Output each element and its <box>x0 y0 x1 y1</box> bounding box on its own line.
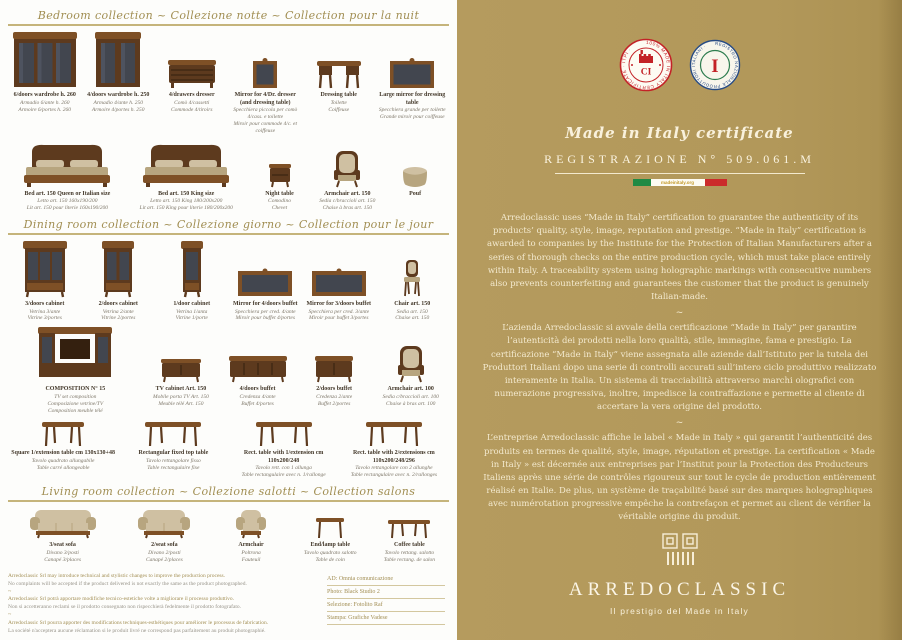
disclaimer-separator: ~ <box>8 588 12 595</box>
product-name-translation: Specchiera per cred. 4/ante <box>234 308 296 315</box>
product-name-translation: Chaise à bras art. 100 <box>386 400 436 407</box>
product-name: 2/seat sofa <box>151 542 178 549</box>
product-name: COMPOSITION N° 15 <box>45 386 106 393</box>
disclaimers <box>8 573 317 636</box>
disclaimer-line: Non si accetteranno reclami se il prodotto consegnato non rispecchierà fedelmente il prodotto fotografato. <box>8 604 242 611</box>
product-card <box>8 31 82 113</box>
product-name-translation: Tavolo rettangolare con 2 allunghe <box>355 465 433 472</box>
product-name-translation: Table rectang. de salon <box>383 556 436 563</box>
product-card <box>82 240 156 322</box>
product-name-translation: Divano 2/posti <box>148 549 181 556</box>
product-card <box>381 140 449 199</box>
product-caption <box>146 542 183 563</box>
product-name-translation: Poltrona <box>241 549 261 556</box>
credit-line: Stampa: Grafiche Vadese <box>327 612 445 625</box>
product-name: 2/doors buffet <box>316 386 353 393</box>
certificate-title: Made in Italy certificate <box>565 124 794 142</box>
product-caption <box>169 92 215 113</box>
product-name-translation: Miroir pour commode 4/c. et coiffeuse <box>233 120 297 134</box>
product-row <box>8 419 449 479</box>
certificate-paragraph-en: Arredoclassic uses “Made in Italy” certification to guarantee the authenticity of its products’ quality, style, image, reputation and prestige. “Made in Italy” certification is awarded to companies by the Institute for the Protection of Italian Manufacturers after a series of thorough checks on the entire production cycle, which must take place entirely within Italy. A traceability system using holographic markings with consecutive numbers also prevents counterfeiting and guarantees the customer that the product is genuinely Italian-made. <box>487 213 872 303</box>
flag-green <box>633 179 651 186</box>
product-caption <box>153 386 209 407</box>
product-caption <box>25 191 111 212</box>
product-image <box>374 327 447 383</box>
product-image <box>298 327 371 383</box>
product-row <box>8 240 449 322</box>
certificate-panel <box>457 0 902 640</box>
svg-text:100% MADE IN ITALY CERTIFICATE: 100% MADE IN ITALY CERTIFICATE · ITPI · <box>620 39 671 91</box>
double-rule <box>8 24 449 26</box>
disclaimer-separator: ~ <box>8 612 12 619</box>
product-name: Bed art. 150 Queen or Italian size <box>24 190 111 197</box>
product-card <box>296 327 373 407</box>
product-name-translation: Mobile porta TV Art. 150 <box>153 393 209 400</box>
product-card <box>313 140 381 212</box>
product-name-translation: Sedia c/braccioli art. 150 <box>319 198 376 205</box>
product-name-translation: Letto art. 150 King 180/200x200 <box>150 198 223 205</box>
product-name: Armchair art. 150 <box>324 190 371 197</box>
registration-number: REGISTRAZIONE N° 509.061.M <box>544 152 815 166</box>
product-name: Rectangular fixed top table <box>138 450 209 457</box>
product-image <box>10 240 80 298</box>
product-name-translation: Tavolo quadrato salotto <box>303 549 357 556</box>
product-image <box>221 327 294 383</box>
svg-text:I: I <box>710 56 719 77</box>
product-card <box>372 327 449 407</box>
product-name-translation: Credenza 2/ante <box>316 393 353 400</box>
product-row <box>8 140 449 212</box>
product-caption <box>44 542 81 563</box>
product-image <box>304 31 374 89</box>
product-name: Armchair <box>238 542 264 549</box>
product-name-translation: TV set composition <box>54 393 97 400</box>
product-name: 3/doors cabinet <box>25 301 65 308</box>
product-card <box>291 507 370 563</box>
product-name-translation: Vitrine 3/portes <box>27 315 62 322</box>
certificate-paragraph-fr: L’entreprise Arredoclassic affiche le label « Made in Italy » qui garantit l’authenticité des produits en termes de qualité, style, image, réputation et prestige. La certification « Made in Italy » est décernée aux entreprises par l’Institut pour la Protection des Producteurs Italiens après une série de contrôles rigoureux sur tout le cycle de production entièrement réalisé en Italie. De plus, un système de traçabilité basé sur des marques holographiques avec numérotation progressive empêche la contrefaçon et permet au client de vérifier la véritable origine du produit. <box>483 433 876 523</box>
product-image <box>129 140 244 188</box>
product-card <box>8 327 143 414</box>
product-name: Night table <box>265 190 294 197</box>
product-name-translation: Armadio 6/ante h. 260 <box>19 99 70 106</box>
product-name: Pouf <box>409 190 422 197</box>
product-name-translation: Buffet 4/portes <box>241 400 274 407</box>
product-card <box>143 327 220 407</box>
product-card <box>127 140 246 212</box>
product-caption <box>378 92 448 121</box>
product-name: 2/doors cabinet <box>98 301 138 308</box>
product-image <box>378 240 448 298</box>
product-caption <box>383 386 439 407</box>
product-image <box>231 240 301 298</box>
product-image <box>10 140 125 188</box>
product-caption <box>238 542 263 563</box>
product-name-translation: Letto art. 150 160x190/200 <box>37 198 98 205</box>
made-in-italy-flag-banner <box>633 179 727 186</box>
production-credits <box>327 573 449 636</box>
product-image <box>231 31 301 89</box>
product-image <box>84 240 154 298</box>
product-name: 4/drawers dresser <box>168 92 215 99</box>
product-name-translation: Lit art. 150 pour literie 160x190/200 <box>26 205 109 212</box>
product-caption <box>99 301 138 322</box>
product-name-translation: Vetrina 1/anta <box>176 308 208 315</box>
product-caption <box>45 386 105 414</box>
product-image <box>10 31 80 89</box>
product-caption <box>14 92 76 113</box>
product-name-translation: Composizione vetrine/TV <box>47 400 104 407</box>
product-name-translation: Table rectangulaire avec n. 1/rallonge <box>241 472 326 479</box>
product-name-translation: Table rectangulaire fixe <box>147 464 200 471</box>
product-image <box>293 507 368 539</box>
product-caption <box>316 386 352 407</box>
product-name-translation: Coiffeuse <box>328 106 350 113</box>
product-caption <box>231 92 301 135</box>
product-image <box>120 419 226 447</box>
product-name-translation: Credenza 4/ante <box>239 393 276 400</box>
product-name-translation: Specchiera per cred. 3/ante <box>308 308 370 315</box>
itpi-registry-seal-icon <box>689 39 741 95</box>
section-header-bedroom: Bedroom collection ~ Collezione notte ~ Collection pour la nuit <box>37 9 420 22</box>
product-image <box>315 140 379 188</box>
product-name-translation: Specchiera piccola per comò <box>233 107 298 114</box>
product-caption <box>140 191 233 212</box>
product-image <box>304 240 374 298</box>
product-name: Chair art. 150 <box>394 301 431 308</box>
product-card <box>246 140 314 212</box>
product-name-translation: Chaise à bras art. 150 <box>322 205 372 212</box>
product-name-translation: Vetrina 3/ante <box>29 308 61 315</box>
product-name: End/lamp table <box>310 542 350 549</box>
product-image <box>157 31 227 89</box>
logo-wordmark: ARREDOCLASSIC <box>568 579 791 600</box>
product-caption <box>384 542 435 563</box>
product-card <box>302 240 376 322</box>
product-card <box>155 31 229 113</box>
product-name-translation: Divano 3/posti <box>46 549 79 556</box>
paragraph-separator: ~ <box>675 308 684 319</box>
product-caption <box>409 191 421 199</box>
product-name: 1/door cabinet <box>173 301 211 308</box>
svg-text:CI: CI <box>640 67 651 78</box>
product-card <box>219 327 296 407</box>
product-card <box>118 419 228 471</box>
product-name-translation: Chaise art. 150 <box>395 315 430 322</box>
product-name: Rect. table with 1/extension cm 110x200/248 <box>243 450 324 464</box>
svg-text:REGISTRO NAZIONALE PRODUTTORI: REGISTRO NAZIONALE PRODUTTORI ITALIANI · <box>690 40 739 90</box>
product-caption <box>87 92 149 113</box>
product-caption <box>341 450 447 479</box>
product-image <box>378 31 448 89</box>
product-name-translation: Buffet 2/portes <box>317 400 351 407</box>
product-card <box>155 240 229 322</box>
product-image <box>10 419 116 447</box>
product-name: Mirror for 3/doors buffet <box>306 301 371 308</box>
product-name-translation: Armadio 4/ante h. 250 <box>93 99 143 106</box>
product-card <box>229 240 303 322</box>
product-name-translation: Table carré allongeable <box>36 464 90 471</box>
product-name-translation: Grande miroir pour coiffeuse <box>379 114 445 121</box>
product-name-translation: Miroir pour buffet 4/portes <box>235 315 296 322</box>
product-name: TV cabinet Art. 150 <box>155 386 207 393</box>
product-name-translation: Specchiera grande per toilette <box>378 107 446 114</box>
product-caption <box>139 450 209 471</box>
product-name-translation: Composition meuble télé <box>47 407 103 414</box>
product-card <box>339 419 449 479</box>
product-name-translation: Table de coin <box>315 556 345 563</box>
product-caption <box>233 301 298 322</box>
product-caption <box>240 386 276 407</box>
product-name: Large mirror for dressing table <box>379 92 446 106</box>
product-name-translation: Tavolo rett. con 1 allunga <box>255 465 312 472</box>
certificate-paragraph-it: L’azienda Arredoclassic si avvale della certificazione “Made in Italy” per garantire l’autenticità dei prodotti nella loro qualità, stile, immagine, fama e prestigio. La certificazione “Made in Italy” viene assegnata alle aziende dall’Istituto per la tutela dei Produttori Italiani dopo una serie di controlli accurati sull’intero ciclo produttivo realizzato interamente in Italia. Un sistema di tracciabilità attraverso marchi olografici con numerazione progressiva, inoltre, impedisce la contraffazione e permette al cliente di accertare la vera origine del prodotto. <box>482 323 877 413</box>
section-header-dining: Dining room collection ~ Collezione giorno ~ Collection pour le jour <box>23 217 434 231</box>
product-row <box>8 31 449 135</box>
product-caption <box>321 92 357 113</box>
product-card <box>8 419 118 471</box>
product-name-translation: Armoire 6/portes h. 260 <box>18 106 72 113</box>
product-name-translation: Tavolo rettang. salotto <box>384 549 435 556</box>
product-name: 4/doors buffet <box>239 386 276 393</box>
product-name-translation: Vetrina 2/ante <box>102 308 134 315</box>
logo-tagline: Il prestigio del Made in Italy <box>610 606 749 616</box>
product-name: 4/doors wardrobe h. 250 <box>87 92 150 99</box>
product-name: 3/seat sofa <box>49 542 76 549</box>
product-name-translation: Toilette <box>330 99 347 106</box>
product-name: Bed art. 150 King size <box>158 190 215 197</box>
catalog-footer <box>8 567 449 636</box>
product-name-translation: Lit art. 150 King pour literie 180/200x200 <box>139 205 233 212</box>
arredoclassic-logo <box>569 533 790 616</box>
product-image <box>248 140 312 188</box>
made-in-italy-org-label: madeinitaly.org <box>651 179 705 186</box>
product-card <box>8 240 82 322</box>
product-name-translation: Canapé 2/places <box>145 556 183 563</box>
product-name-translation: Commode 4/tiroirs <box>170 106 213 113</box>
product-name-translation: Meuble télé Art. 150 <box>158 400 204 407</box>
product-row <box>8 327 449 414</box>
product-card <box>229 419 339 479</box>
disclaimer-line: Arredoclassic Srl may introduce technical and stylistic changes to improve the production process. <box>8 572 226 579</box>
product-name-translation: Tavolo rettangolare fisso <box>146 457 201 464</box>
product-name: Dressing table <box>320 92 357 99</box>
product-image <box>341 419 447 447</box>
product-name-translation: Comò 4/cassetti <box>174 99 210 106</box>
product-card <box>370 507 449 563</box>
product-name-translation: Miroir pour buffet 3/portes <box>308 315 369 322</box>
product-caption <box>231 450 337 479</box>
product-image <box>231 419 337 447</box>
disclaimer-line: Arredoclassic Srl pourra apporter des modifications techniques-esthétiques pour améliorer le processus de fabrication. <box>8 620 269 627</box>
product-card <box>229 31 303 135</box>
product-name-translation: Vitrine 1/porte <box>175 315 208 322</box>
credit-line: Selezione: Fotolito Raf <box>327 599 445 612</box>
product-image <box>10 507 115 539</box>
product-image <box>372 507 447 539</box>
product-card <box>211 507 290 563</box>
double-rule <box>8 233 449 235</box>
paragraph-separator: ~ <box>675 418 684 429</box>
product-name-translation: Canapé 3/places <box>44 556 82 563</box>
product-name-translation: Sedia c/braccioli art. 100 <box>382 393 439 400</box>
product-caption <box>394 301 430 322</box>
product-name: Armchair art. 100 <box>387 386 434 393</box>
product-name: Square 1/extension table cm 130x130+48 <box>11 450 115 457</box>
product-name-translation: Armoire 4/portes h. 250 <box>91 106 145 113</box>
product-card <box>82 31 156 113</box>
disclaimer-line: Arredoclassic Srl potrà apportare modifiche tecnico-estetiche volte a migliorare il processo produttivo. <box>8 596 235 603</box>
credit-line: Photo: Black Studio 2 <box>327 586 445 599</box>
product-caption <box>11 450 115 471</box>
product-image <box>157 240 227 298</box>
product-caption <box>304 542 357 563</box>
column-capital-logo-icon <box>657 552 703 571</box>
product-name: Mirror for 4/Dr. dresser (and dressing table) <box>234 92 296 106</box>
certificate-paragraphs <box>482 212 878 525</box>
product-card <box>8 140 127 212</box>
credit-line: AD: Omnia comunicazione <box>327 573 445 586</box>
product-name: Rect. table with 2/extensions cm 110x200/248/296 <box>352 450 435 464</box>
product-caption <box>307 301 372 322</box>
product-name-translation: Fauteuil <box>241 556 261 563</box>
product-row <box>8 507 449 563</box>
product-caption <box>173 301 210 322</box>
product-image <box>145 327 218 383</box>
product-image <box>383 140 447 188</box>
certificate-seals <box>619 38 741 96</box>
made-in-italy-seal-icon <box>619 38 673 96</box>
product-caption <box>25 301 64 322</box>
product-card <box>376 240 450 322</box>
product-name-translation: Sedia art. 150 <box>396 308 428 315</box>
product-image <box>119 507 209 539</box>
registration-rule <box>555 173 805 174</box>
product-caption <box>319 191 375 212</box>
product-card <box>376 31 450 121</box>
product-name-translation: Chevet <box>271 205 288 212</box>
product-name-translation: 4/cass. e toilette <box>247 114 284 121</box>
product-card <box>117 507 211 563</box>
product-name: Mirror for 4/doors buffet <box>233 301 298 308</box>
disclaimer-line: La société n'acceptera aucune réclamation si le produit livré ne correspond pas parfaitement au produit photographié. <box>8 628 266 635</box>
product-card <box>302 31 376 113</box>
product-name-translation: Vitrine 2/portes <box>101 315 136 322</box>
product-image <box>84 31 154 89</box>
product-name-translation: Comodino <box>268 198 291 205</box>
flag-red <box>705 179 727 186</box>
product-name: 6/doors wardrobe h. 260 <box>13 92 76 99</box>
section-header-living: Living room collection ~ Collezione salotti ~ Collection salons <box>41 485 416 499</box>
product-caption <box>265 191 294 212</box>
product-image <box>10 327 141 383</box>
product-card <box>8 507 117 563</box>
product-name: Coffee table <box>393 542 425 549</box>
disclaimer-line: No complaints will be accepted if the product delivered is not exactly the same as the product photographed. <box>8 580 247 587</box>
product-image <box>213 507 288 539</box>
product-name-translation: Table rectangulaire avec n. 2/rallonges <box>350 472 438 479</box>
double-rule <box>8 500 449 502</box>
product-name-translation: Tavolo quadrato allungabile <box>31 457 95 464</box>
